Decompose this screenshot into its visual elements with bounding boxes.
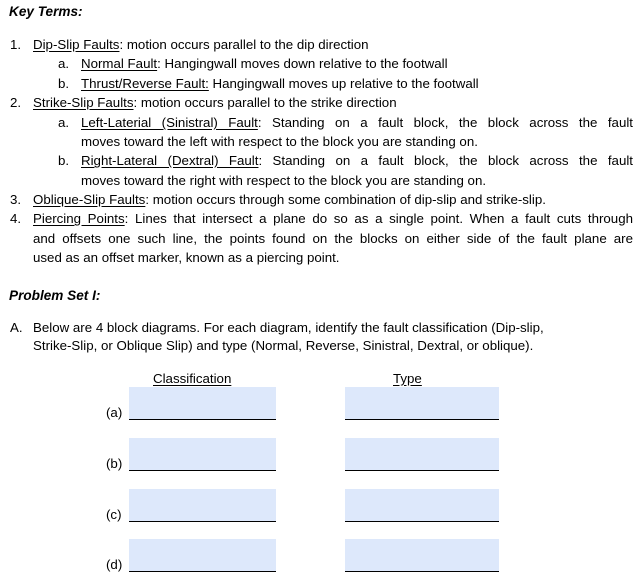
type-input-a[interactable]	[345, 387, 499, 420]
term-left-lateral	[81, 115, 633, 130]
row-label: (d)	[106, 557, 123, 572]
term-number: 3.	[10, 192, 22, 207]
term-piercing-points	[33, 211, 633, 226]
term-definition: : Standing on a fault block, the block across the fault	[258, 153, 633, 168]
column-header-type: Type	[393, 371, 422, 386]
term-name: Oblique-Slip Faults	[33, 192, 146, 207]
classification-input-d[interactable]	[129, 539, 276, 572]
problem-set-heading: Problem Set I:	[9, 288, 101, 303]
term-letter: b.	[58, 76, 70, 91]
column-header-classification: Classification	[153, 371, 232, 386]
term-letter: a.	[58, 56, 70, 71]
term-name: Left-Laterial (Sinistral) Fault	[81, 115, 258, 130]
term-continuation: and offsets one such line, the points found on the blocks on either side of the fault plane are	[33, 231, 633, 246]
term-definition: : Standing on a fault block, the block across the fault	[257, 115, 633, 130]
term-definition: : motion occurs through some combination of dip-slip and strike-slip.	[145, 192, 546, 207]
term-reverse-fault	[81, 76, 479, 91]
term-definition: : motion occurs parallel to the dip direction	[119, 37, 369, 52]
question-label: A.	[10, 320, 23, 335]
term-name: Strike-Slip Faults	[33, 95, 134, 110]
term-number: 2.	[10, 95, 22, 110]
term-definition: : Lines that intersect a plane do so as a single point. When a fault cuts through	[124, 211, 633, 226]
key-terms-heading: Key Terms:	[9, 4, 83, 19]
term-continuation: used as an offset marker, known as a piercing point.	[33, 250, 340, 265]
term-name: Normal Fault	[81, 56, 158, 71]
term-letter: b.	[58, 153, 70, 168]
term-name: Dip-Slip Faults	[33, 37, 120, 52]
question-text: Strike-Slip, or Oblique Slip) and type (Normal, Reverse, Sinistral, Dextral, or oblique).	[33, 338, 534, 353]
term-definition: : motion occurs parallel to the strike direction	[133, 95, 397, 110]
row-label: (c)	[106, 507, 122, 522]
classification-input-a[interactable]	[129, 387, 276, 420]
term-continuation: moves toward the left with respect to the block you are standing on.	[81, 134, 478, 149]
type-input-d[interactable]	[345, 539, 499, 572]
row-label: (a)	[106, 405, 123, 420]
type-input-c[interactable]	[345, 489, 499, 522]
term-definition: : Hangingwall moves down relative to the footwall	[157, 56, 448, 71]
term-oblique-slip	[33, 192, 546, 207]
term-definition: Hangingwall moves up relative to the footwall	[208, 76, 479, 91]
classification-input-c[interactable]	[129, 489, 276, 522]
term-strike-slip	[33, 95, 397, 110]
question-text: Below are 4 block diagrams. For each diagram, identify the fault classification (Dip-slip,	[33, 320, 544, 335]
term-continuation: moves toward the right with respect to the block you are standing on.	[81, 173, 487, 188]
term-dip-slip	[33, 37, 369, 52]
term-right-lateral	[81, 153, 633, 168]
term-name: Thrust/Reverse Fault:	[81, 76, 209, 91]
term-name: Right-Lateral (Dextral) Fault	[81, 153, 259, 168]
classification-input-b[interactable]	[129, 438, 276, 471]
term-letter: a.	[58, 115, 70, 130]
term-number: 1.	[10, 37, 22, 52]
type-input-b[interactable]	[345, 438, 499, 471]
term-number: 4.	[10, 211, 22, 226]
term-name: Piercing Points	[33, 211, 125, 226]
row-label: (b)	[106, 456, 123, 471]
term-normal-fault	[81, 56, 448, 71]
